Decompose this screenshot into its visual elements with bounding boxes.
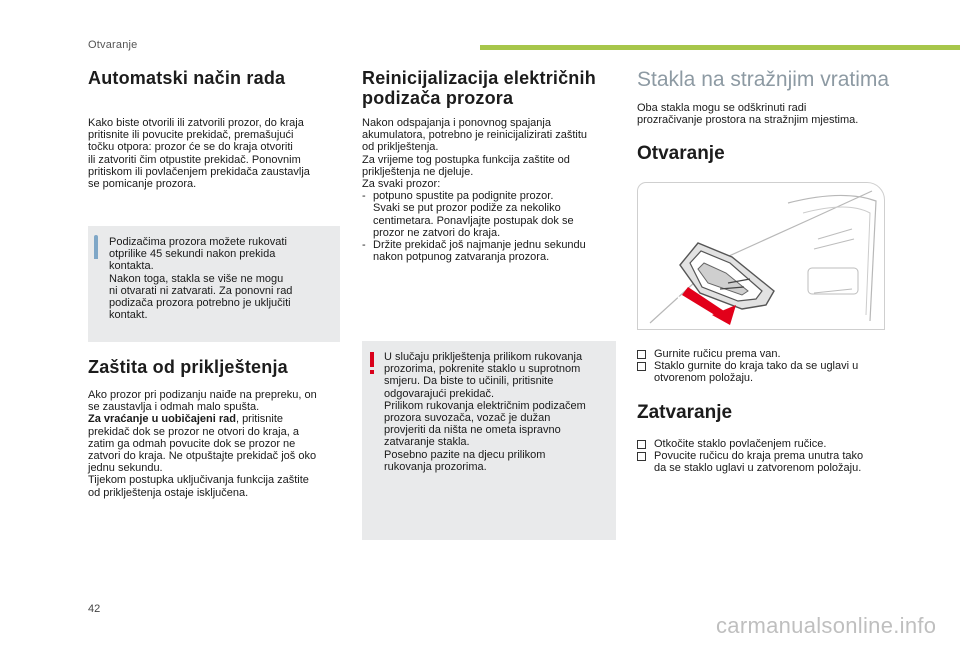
checkbox-icon bbox=[637, 350, 646, 359]
info-note bbox=[88, 226, 340, 342]
door-drawing bbox=[638, 183, 884, 329]
checkbox-icon bbox=[637, 362, 646, 371]
opening-steps bbox=[637, 348, 897, 385]
automatic-mode-text: Kako biste otvorili ili zatvorili prozor, do kraja pritisnite ili povucite prekidač, premašujući točku otpora: prozor će se do kraja otvoriti ili zatvoriti čim otpustite prekidač. Ponovnim pritiskom ili povlačenjem prekidača zaustavlja se pomicanje prozora. bbox=[88, 117, 310, 191]
list-item: Staklo gurnite do kraja tako da se uglavi u otvorenom položaju. bbox=[637, 360, 897, 384]
list-item: - potpuno spustite pa podignite prozor. Svaki se put prozor podiže za nekoliko centimetara. Ponavljajte postupak dok se prozor ne zatvori do kraja. bbox=[362, 190, 620, 239]
watermark: carmanualsonline.info bbox=[716, 613, 937, 638]
heading-opening: Otvaranje bbox=[637, 143, 725, 164]
warning-icon-dot bbox=[370, 370, 374, 374]
rear-window-illustration bbox=[637, 182, 885, 330]
list-item: - Držite prekidač još najmanje jednu sekundu nakon potpunog zatvaranja prozora. bbox=[362, 239, 620, 263]
warning-note-text: U slučaju priklještenja prilikom rukovanja prozorima, pokrenite staklo u suprotnom smjeru. Da biste to učinili, pritisnite odgovarajući prekidač. Prilikom rukovanja električnim podizačem prozora suvozača, vozač je dužan provjeriti da ništa ne ometa ispravno zatvaranje stakla. Posebno pazite na djecu prilikom rukovanja prozorima. bbox=[384, 351, 586, 473]
reinitialization-text: Nakon odspajanja i ponovnog spajanja akumulatora, potrebno je reinicijalizirati zaštitu od priklještenja. Za vrijeme tog postupka funkcija zaštite od priklještenja ne djeluje. Za svaki prozor: - potpuno spustite pa podignite prozor. Svaki se put prozor podiže za nekoliko centimetara. Ponavljajte postupak dok se prozor ne zatvori do kraja. - Držite prekidač još najmanje jednu sekundu nakon potpunog zatvaranja prozora. bbox=[362, 117, 620, 263]
checkbox-icon bbox=[637, 440, 646, 449]
section-accent-bar bbox=[480, 45, 960, 50]
info-icon bbox=[94, 237, 98, 259]
heading-rear-windows: Stakla na stražnjim vratima bbox=[637, 68, 890, 91]
closing-steps bbox=[637, 438, 897, 475]
list-item: Gurnite ručicu prema van. bbox=[637, 348, 897, 360]
info-icon-dot bbox=[94, 235, 98, 239]
warning-icon bbox=[370, 352, 374, 367]
checkbox-icon bbox=[637, 452, 646, 461]
heading-closing: Zatvaranje bbox=[637, 402, 733, 423]
list-item: Povucite ručicu do kraja prema unutra tako da se staklo uglavi u zatvorenom položaju. bbox=[637, 450, 897, 474]
heading-automatic-mode: Automatski način rada bbox=[88, 68, 286, 88]
reinitialization-steps bbox=[362, 190, 620, 263]
heading-anti-pinch: Zaštita od priklještenja bbox=[88, 357, 288, 377]
page-number: 42 bbox=[88, 603, 101, 615]
rear-windows-intro: Oba stakla mogu se odškrinuti radi prozračivanje prostora na stražnjim mjestima. bbox=[637, 102, 859, 127]
section-label: Otvaranje bbox=[88, 39, 138, 51]
list-item: Otkočite staklo povlačenjem ručice. bbox=[637, 438, 897, 450]
warning-note bbox=[362, 341, 616, 540]
heading-reinitialization: Reinicijalizacija električnih podizača prozora bbox=[362, 68, 596, 108]
info-note-text: Podizačima prozora možete rukovati otprilike 45 sekundi nakon prekida kontakta. Nakon toga, stakla se više ne mogu ni otvarati ni zatvarati. Za ponovni rad podizača prozora potrebno je uključiti kontakt. bbox=[109, 236, 293, 322]
anti-pinch-text: Ako prozor pri podizanju naiđe na prepreku, on se zaustavlja i odmah malo spušta. Za vraćanje u uobičajeni rad, pritisnite prekidač dok se prozor ne otvori do kraja, a zatim ga odmah povucite dok se prozor ne zatvori do kraja. Ne otpuštajte prekidač još oko jednu sekundu. Tijekom postupka uključivanja funkcija zaštite od priklještenja ostaje isključena. bbox=[88, 389, 317, 499]
